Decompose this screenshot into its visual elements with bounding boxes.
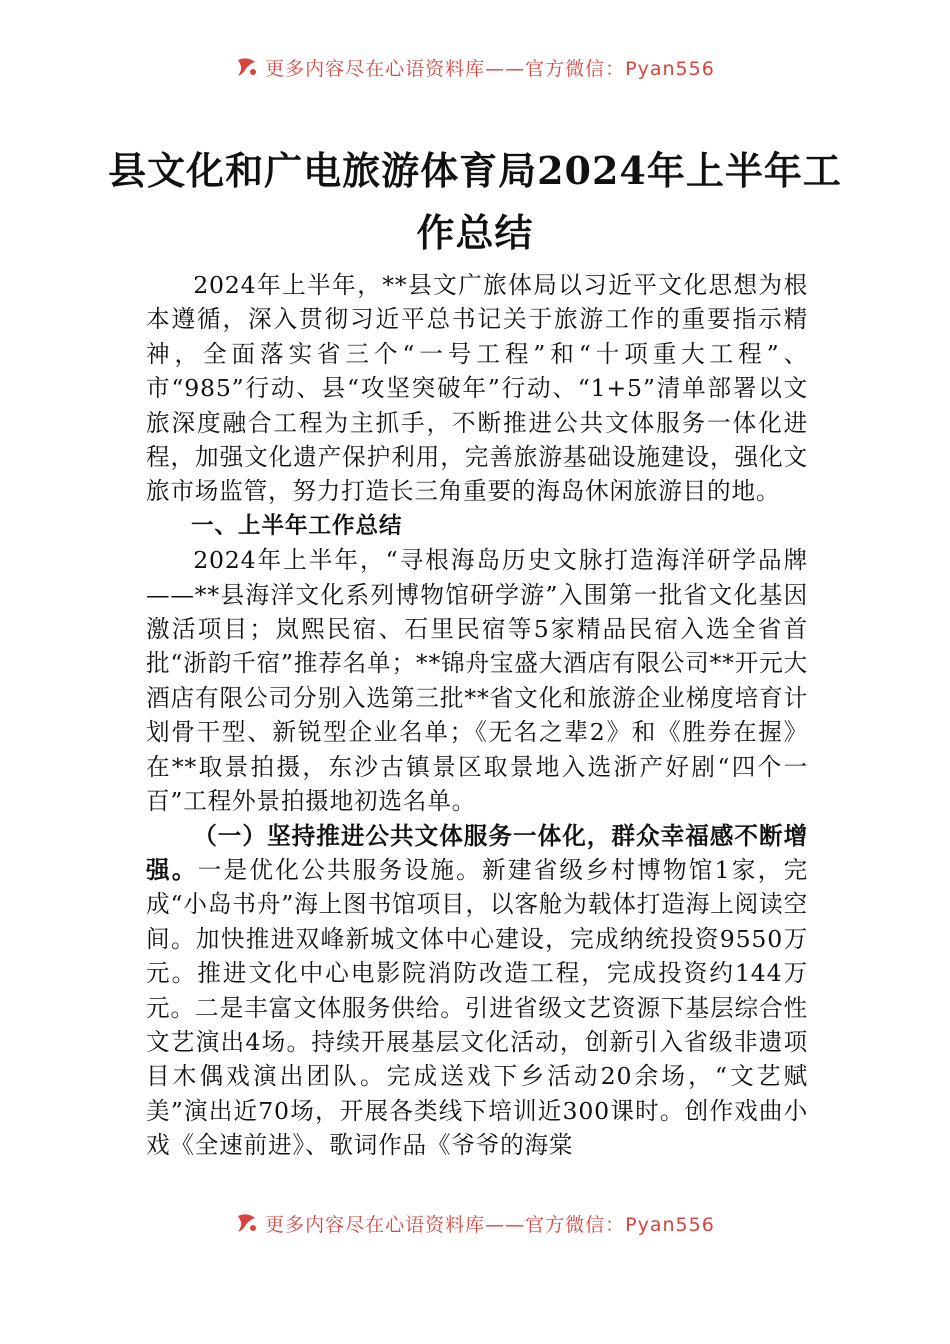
intro-paragraph: 2024年上半年，**县文广旅体局以习近平文化思想为根本遵循，深入贯彻习近平总书记关于旅游工作的重要指示精神，全面落实省三个“一号工程”和“十项重大工程”、市“985”行动、县“攻坚突破年”行动、“1+5”清单部署以文旅深度融合工程为主抓手，不断推进公共文体服务一体化进程，加强文化遗产保护利用，完善旅游基础设施建设，强化文旅市场监管，努力打造长三角重要的海岛休闲旅游目的地。 — [146, 271, 808, 506]
watermark-banner-bottom — [0, 1208, 950, 1238]
title-line-2: 作总结 — [416, 210, 534, 255]
document-body — [146, 268, 808, 1163]
watermark-banner-top — [0, 52, 950, 82]
summary-paragraph: 2024年上半年，“寻根海岛历史文脉打造海洋研学品牌——**县海洋文化系列博物馆研学游”入围第一批省文化基因激活项目；岚熙民宿、石里民宿等5家精品民宿入选全省首批“浙韵千宿”推荐名单；**锦舟宝盛大酒店有限公司**开元大酒店有限公司分别入选第三批**省文化和旅游企业梯度培育计划骨干型、新锐型企业名单；《无名之辈2》和《胜券在握》在**取景拍摄，东沙古镇景区取景地入选浙产好剧“四个一百”工程外景拍摄地初选名单。 — [146, 546, 808, 816]
watermark-text: 更多内容尽在心语资料库——官方微信：Pyan556 — [265, 57, 715, 80]
subsection-body: 一是优化公共服务设施。新建省级乡村博物馆1家，完成“小岛书舟”海上图书馆项目，以客舱为载体打造海上阅读空间。加快推进双峰新城文体中心建设，完成纳统投资9550万元。推进文化中心电影院消防改造工程，完成投资约144万元。二是丰富文体服务供给。引进省级文艺资源下基层综合性文艺演出4场。持续开展基层文化活动，创新引入省级非遗项目木偶戏演出团队。完成送戏下乡活动20余场，“文艺赋美”演出近70场，开展各类线下培训近300课时。创作戏曲小戏《全速前进》、歌词作品《爷爷的海棠 — [146, 855, 808, 1160]
section-heading: 一、上半年工作总结 — [191, 512, 403, 539]
document-title — [100, 140, 850, 264]
watermark-logo-icon — [235, 56, 259, 78]
watermark-logo-icon — [235, 1212, 259, 1234]
subsection-lead: （一）坚持推进公共文体服务一体化，群众幸福感不断增强。 — [146, 821, 808, 884]
watermark-text: 更多内容尽在心语资料库——官方微信：Pyan556 — [265, 1213, 715, 1236]
title-line-1: 县文化和广电旅游体育局2024年上半年工 — [108, 148, 842, 193]
subsection-paragraph — [146, 819, 808, 1163]
